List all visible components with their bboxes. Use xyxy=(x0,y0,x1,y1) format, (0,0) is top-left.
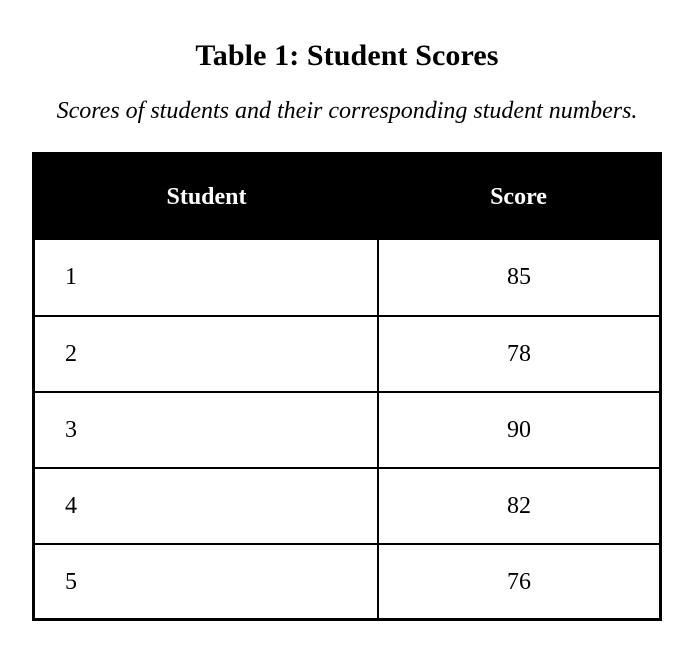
score-cell: 78 xyxy=(378,316,659,392)
student-cell: 5 xyxy=(35,544,378,620)
table-header xyxy=(35,155,659,240)
table-row xyxy=(35,468,659,544)
table-row xyxy=(35,316,659,392)
scores-table-frame xyxy=(32,152,662,621)
table-row xyxy=(35,392,659,468)
student-cell: 1 xyxy=(35,240,378,316)
header-cell-student: Student xyxy=(166,184,247,210)
score-cell: 76 xyxy=(378,544,659,620)
header-row xyxy=(35,155,659,240)
score-cell: 82 xyxy=(378,468,659,544)
table-row xyxy=(35,544,659,620)
scores-table xyxy=(35,155,659,620)
table-title: Table 1: Student Scores xyxy=(195,39,499,72)
table-body xyxy=(35,240,659,620)
student-cell: 4 xyxy=(35,468,378,544)
header-cell-score: Score xyxy=(490,184,547,210)
table-caption: Scores of students and their corresponding student numbers. xyxy=(56,98,638,124)
student-cell: 3 xyxy=(35,392,378,468)
score-cell: 85 xyxy=(507,264,531,290)
table-row xyxy=(35,240,659,316)
student-cell: 2 xyxy=(35,316,378,392)
score-cell: 90 xyxy=(378,392,659,468)
